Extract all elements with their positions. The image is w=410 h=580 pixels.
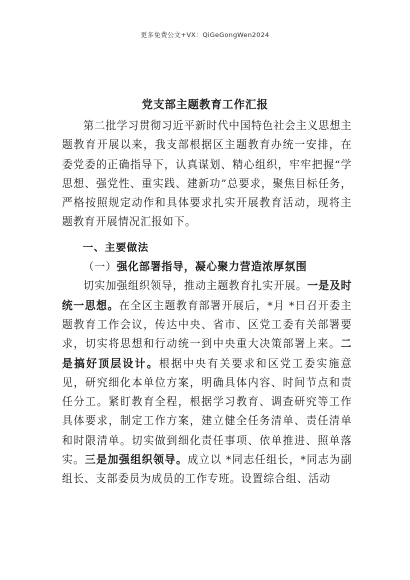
para-text: 根据中央有关要求和区党工委实施意见，研究细化本单位方案，明确具体内容、时间节点和责任分工。紧盯教育全程，根据学习教育、调查研究等工作具体要求，制定工作方案，建立健全任务清单、责任清单和时限清单。切实做到细化责任事项、依单推进、照单落实。 xyxy=(62,357,352,467)
intro-paragraph: 第二批学习贯彻习近平新时代中国特色社会主义思想主题教育开展以来，我支部根据区主题教育办统一安排，在委党委的正确指导下，认真谋划、精心组织，牢牢把握“学思想、强党性、重实践、建新功”总要求，聚焦目标任务，严格按照规定动作和具体要求扎实开展教育活动，现将主题教育开展情况汇报如下。 xyxy=(62,120,352,229)
para-bold-point-2: 二是搞好顶层设计。 xyxy=(62,338,352,370)
para-text: *月 *日召开委主题教育工作会议，传达中央、省市、区党工委有关部署要求，切实将思想和行动统一到中央重大决策部署上来。 xyxy=(62,299,352,351)
section-heading-main-practices: 一、主要做法 xyxy=(82,241,149,254)
subsection-heading-text: 强化部署指导，凝心聚力营造浓厚氛围 xyxy=(116,261,308,274)
para-bold-point-3: 三是加强组织领导。 xyxy=(84,454,188,467)
document-title: 党支部主题教育工作汇报 xyxy=(141,98,269,111)
para-text: 在全区主题教育部署开展后， xyxy=(119,299,268,312)
subsection-number: （一） xyxy=(83,261,117,274)
header-note: 更多免费公文+VX：QiGeGongWen2024 xyxy=(140,31,270,39)
para-bold-point-1: 一是及时统一思想。 xyxy=(62,280,352,312)
document-body xyxy=(62,117,352,490)
subsection-heading-1 xyxy=(62,258,352,277)
para-text: 切实加强组织领导，推动主题教育扎实开展。 xyxy=(83,280,308,293)
para-text: 成立以 *同志任组长，*同志为副组长、支部委员为成员的工作专班。设置综合组、活动 xyxy=(62,454,353,486)
body-paragraph-1 xyxy=(62,277,352,489)
